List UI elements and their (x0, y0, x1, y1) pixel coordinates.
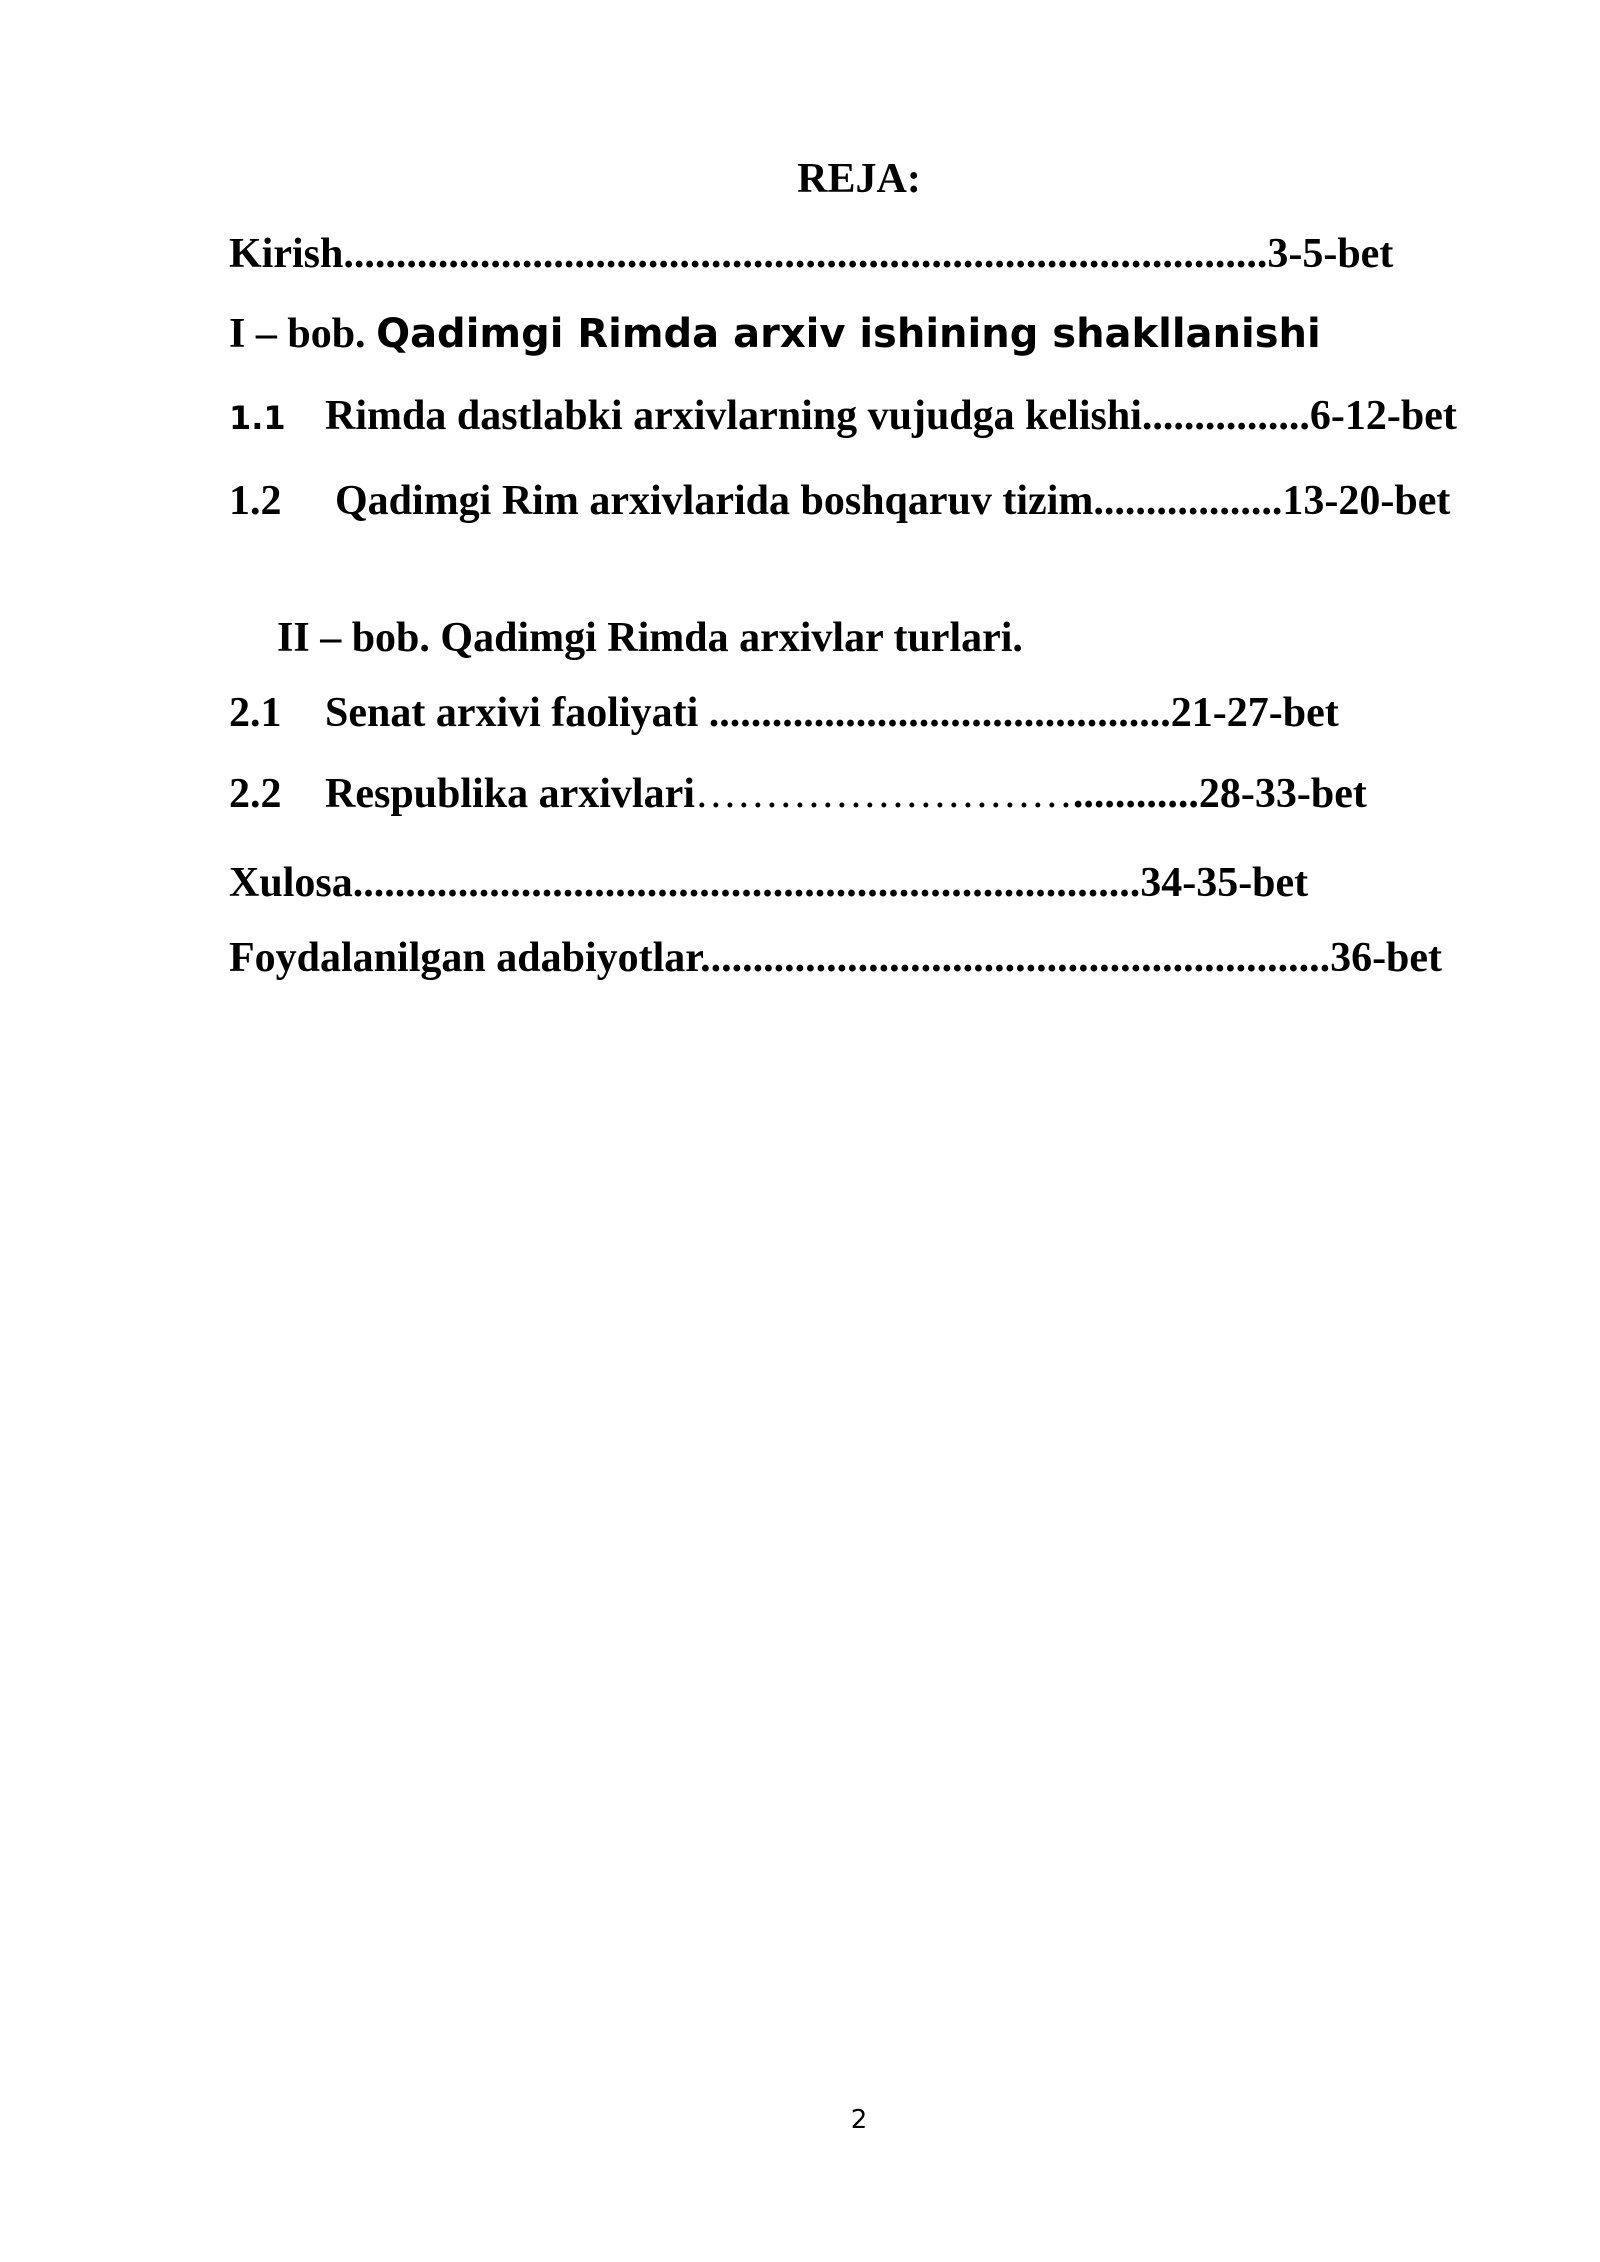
toc-section-1-2-number: 1.2 (229, 478, 282, 524)
toc-section-2-2-number: 2.2 (229, 771, 282, 817)
page-number: 2 (850, 2105, 868, 2135)
section-2-2-pages: ............28-33-bet (1072, 771, 1367, 817)
section-number: 1.1 (229, 399, 286, 437)
toc-section-2-1-number: 2.1 (229, 690, 282, 736)
toc-entry-kirish: Kirish........................................................................................3-5-bet (229, 231, 1394, 277)
document-title: REJA: (797, 156, 921, 202)
leader-dots: ……………………… (694, 771, 1073, 817)
toc-section-2-1-text: Senat arxivi faoliyati ............................................21-27-bet (325, 690, 1339, 736)
toc-chapter-2: II – bob. Qadimgi Rimda arxivlar turlari. (277, 615, 1023, 661)
toc-chapter-1 (229, 309, 1321, 359)
toc-section-2-2-text (325, 769, 1367, 819)
toc-section-1-2-text: Qadimgi Rim arxivlarida boshqaruv tizim..................13-20-bet (335, 478, 1451, 524)
toc-entry-adabiyotlar: Foydalanilgan adabiyotlar............................................................36-bet (229, 935, 1443, 981)
toc-section-1-1-text: Rimda dastlabki arxivlarning vujudga kelishi................6-12-bet (325, 393, 1457, 439)
chapter-1-title: Qadimgi Rimda arxiv ishining shakllanishi (376, 311, 1321, 357)
chapter-1-prefix: I – bob. (229, 311, 377, 357)
section-2-2-title: Respublika arxivlari (325, 771, 695, 817)
toc-section-1-1 (229, 391, 286, 443)
toc-entry-xulosa: Xulosa...........................................................................34-35-bet (229, 860, 1309, 906)
